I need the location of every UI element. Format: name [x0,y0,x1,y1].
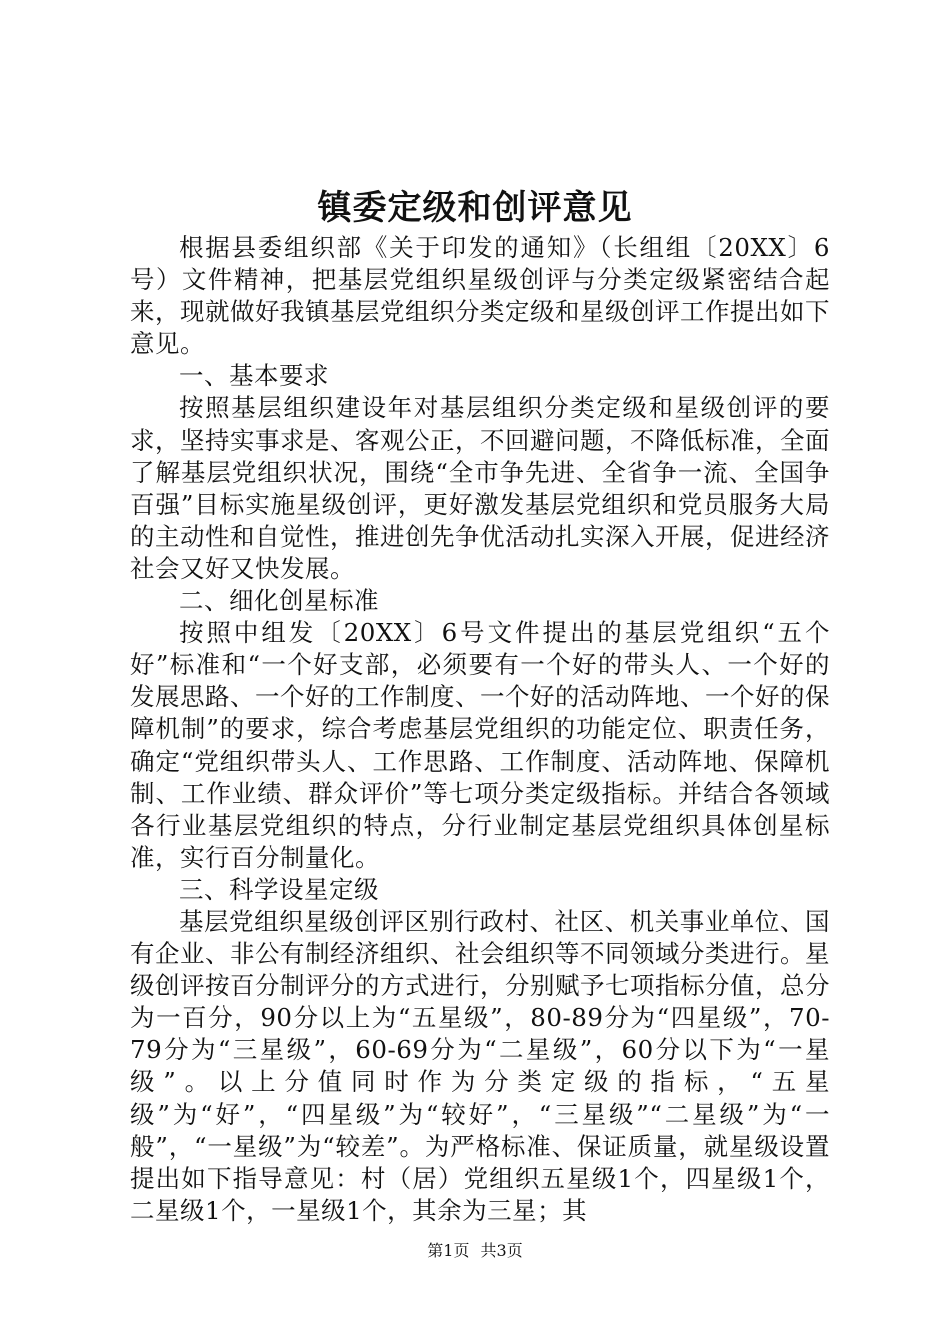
paragraph-basic-requirements: 按照基层组织建设年对基层组织分类定级和星级创评的要求，坚持实事求是、客观公正，不回避问题，不降低标准，全面了解基层党组织状况，围绕“全市争先进、全省争一流、全国争百强”目标实施星级创评，更好激发基层党组织和党员服务大局的主动性和自觉性，推进创先争优活动扎实深入开展，促进经济社会又好又快发展。 [130,393,830,583]
page-footer [0,1239,950,1263]
section-heading-3: 三、科学设星定级 [179,874,379,904]
page-number: 第1页 [427,1241,470,1260]
document-title: 镇委定级和创评意见 [317,188,633,228]
page-total: 共3页 [480,1241,523,1260]
section-heading-1: 一、基本要求 [179,361,329,391]
paragraph-intro: 根据县委组织部《关于印发的通知》（长组组〔20XX〕6号）文件精神，把基层党组织星级创评与分类定级紧密结合起来，现就做好我镇基层党组织分类定级和星级创评工作提出如下意见。 [130,233,830,359]
section-heading-2: 二、细化创星标准 [179,586,379,616]
paragraph-star-grading: 基层党组织星级创评区别行政村、社区、机关事业单位、国有企业、非公有制经济组织、社会组织等不同领域分类进行。星级创评按百分制评分的方式进行，分别赋予七项指标分值，总分为一百分，90分以上为“五星级”，80-89分为“四星级”，70-79分为“三星级”，60-69分为“二星级”，60分以下为“一星级”。以上分值同时作为分类定级的指标，“五星级”为“好”，“四星级”为“较好”，“三星级”“二星级”为“一般”，“一星级”为“较差”。为严格标准、保证质量，就星级设置提出如下指导意见：村（居）党组织五星级1个，四星级1个，二星级1个，一星级1个，其余为三星；其 [130,906,830,1225]
document-body [130,232,830,1227]
paragraph-star-standards: 按照中组发〔20XX〕6号文件提出的基层党组织“五个好”标准和“一个好支部，必须要有一个好的带头人、一个好的发展思路、一个好的工作制度、一个好的活动阵地、一个好的保障机制”的要求，综合考虑基层党组织的功能定位、职责任务，确定“党组织带头人、工作思路、工作制度、活动阵地、保障机制、工作业绩、群众评价”等七项分类定级指标。并结合各领域各行业基层党组织的特点，分行业制定基层党组织具体创星标准，实行百分制量化。 [130,618,830,872]
